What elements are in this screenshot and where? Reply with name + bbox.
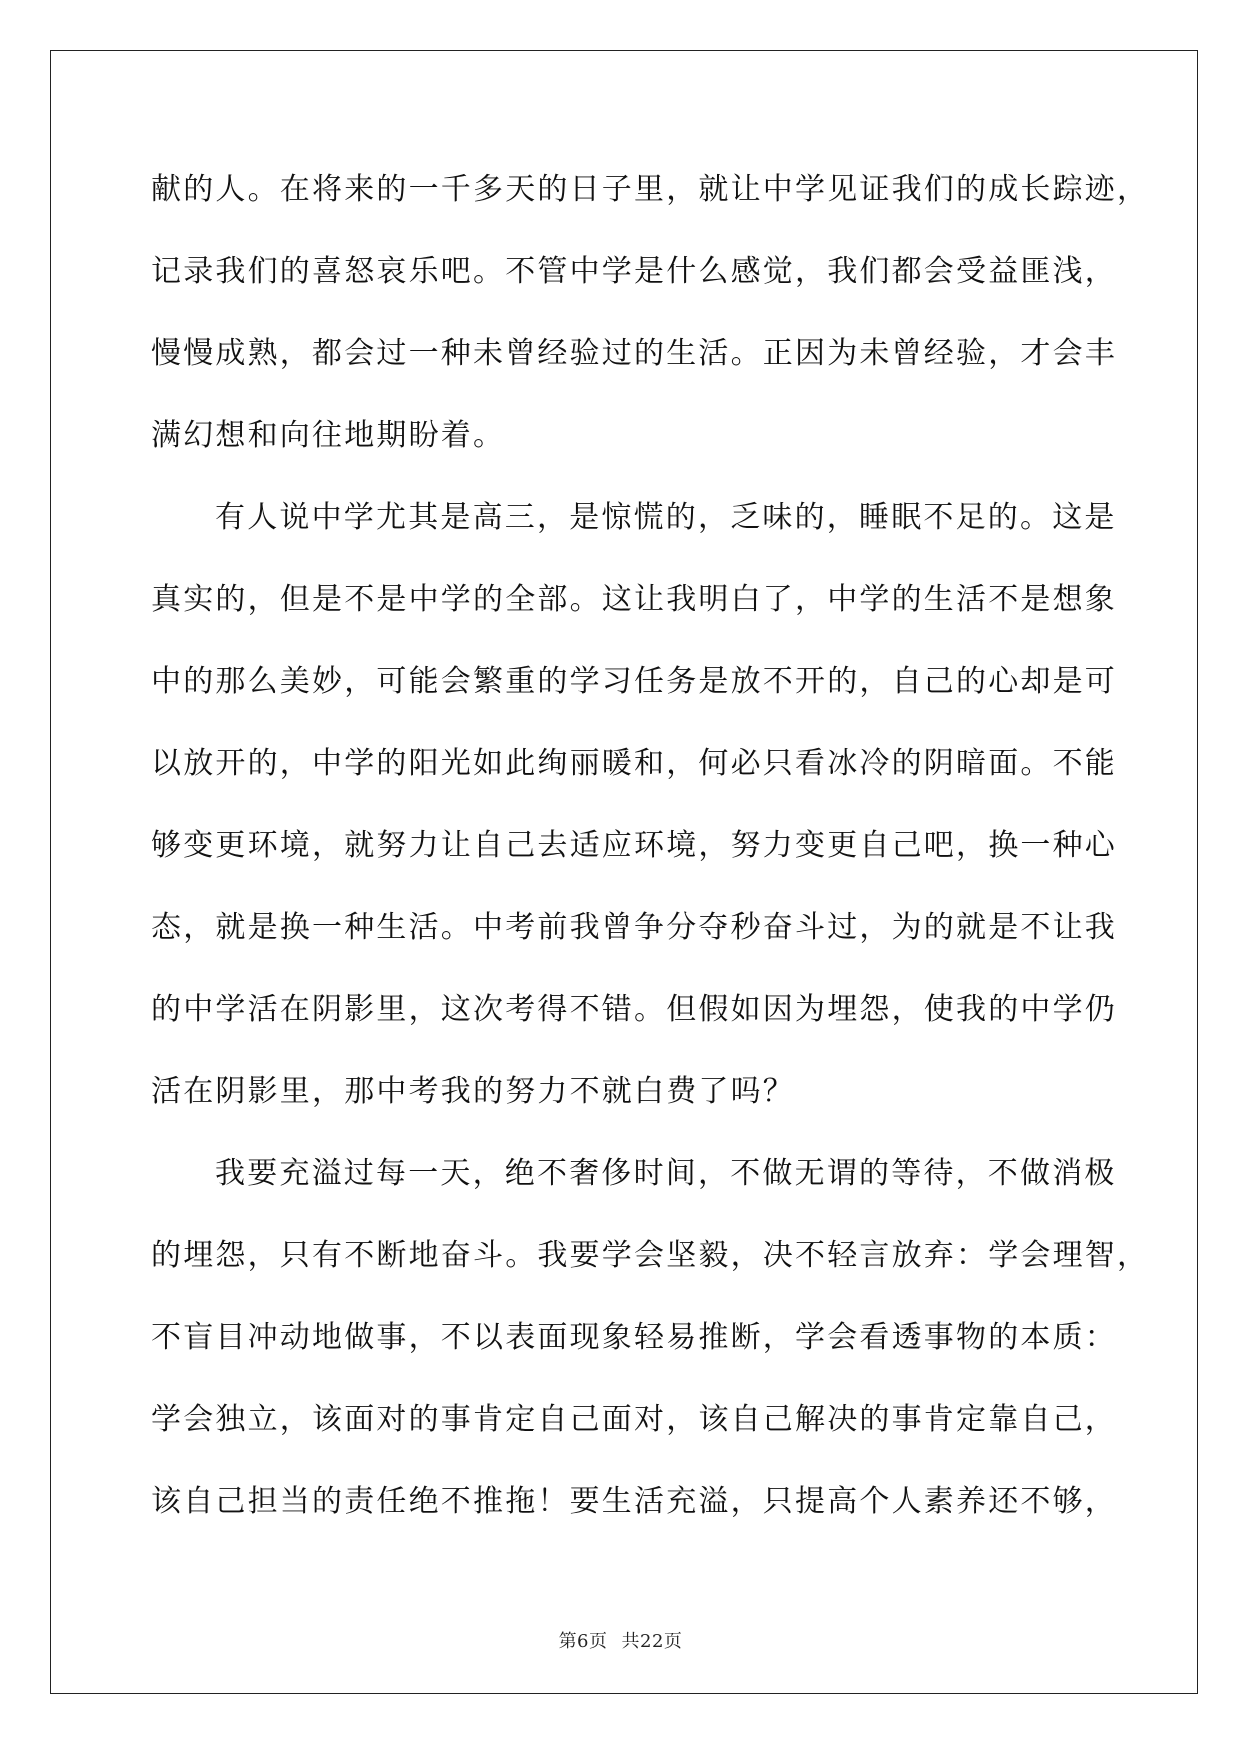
body-line-10: 态，就是换一种生活。中考前我曾争分夺秒奋斗过，为的就是不让我 (151, 910, 1117, 945)
body-line-7: 中的那么美妙，可能会繁重的学习任务是放不开的，自己的心却是可 (151, 664, 1117, 699)
body-line-11: 的中学活在阴影里，这次考得不错。但假如因为埋怨，使我的中学仍 (151, 992, 1117, 1027)
body-line-14: 的埋怨，只有不断地奋斗。我要学会坚毅，决不轻言放弃：学会理智， (151, 1238, 1150, 1273)
body-line-1: 献的人。在将来的一千多天的日子里，就让中学见证我们的成长踪迹， (151, 172, 1150, 207)
body-line-16: 学会独立，该面对的事肯定自己面对，该自己解决的事肯定靠自己， (151, 1402, 1117, 1437)
body-line-2: 记录我们的喜怒哀乐吧。不管中学是什么感觉，我们都会受益匪浅， (151, 254, 1117, 289)
body-line-4: 满幻想和向往地期盼着。 (151, 418, 506, 453)
page-border (50, 50, 1198, 1694)
page-total: 共22页 (621, 1631, 683, 1652)
page-footer (0, 1630, 1241, 1654)
page-number: 第6页 (558, 1631, 608, 1652)
body-line-9: 够变更环境，就努力让自己去适应环境，努力变更自己吧，换一种心 (151, 828, 1117, 863)
body-line-3: 慢慢成熟，都会过一种未曾经验过的生活。正因为未曾经验，才会丰 (151, 336, 1117, 371)
body-line-17: 该自己担当的责任绝不推拖！要生活充溢，只提高个人素养还不够， (151, 1484, 1117, 1519)
body-line-12: 活在阴影里，那中考我的努力不就白费了吗？ (151, 1074, 795, 1109)
body-line-15: 不盲目冲动地做事，不以表面现象轻易推断，学会看透事物的本质： (151, 1320, 1117, 1355)
body-line-8: 以放开的，中学的阳光如此绚丽暖和，何必只看冰冷的阴暗面。不能 (151, 746, 1117, 781)
body-line-6: 真实的，但是不是中学的全部。这让我明白了，中学的生活不是想象 (151, 582, 1117, 617)
paragraph-2-first-line: 有人说中学尤其是高三，是惊慌的，乏味的，睡眠不足的。这是 (215, 500, 1117, 535)
paragraph-3-first-line: 我要充溢过每一天，绝不奢侈时间，不做无谓的等待，不做消极 (215, 1156, 1117, 1191)
